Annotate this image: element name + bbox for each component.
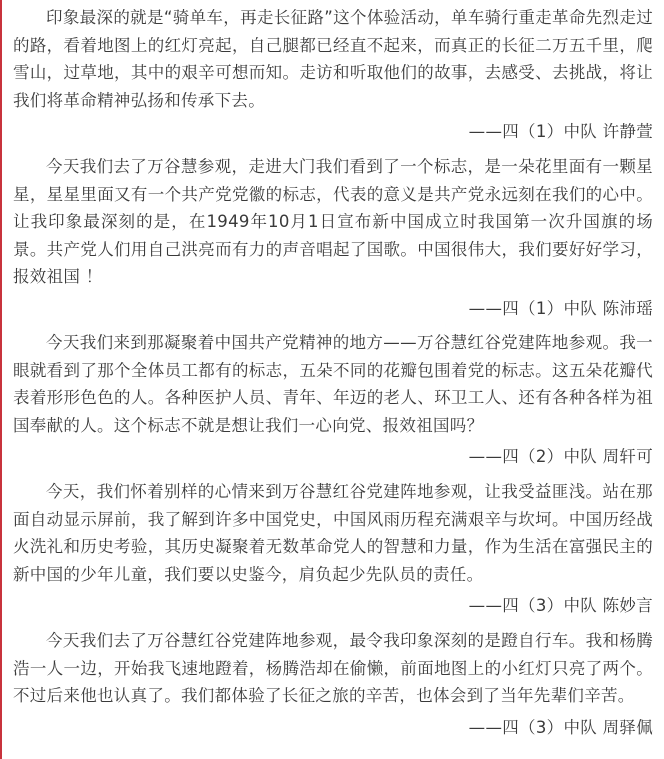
entry-signature: ——四（1）中队 许静萱 [468, 122, 653, 141]
reflection-entry-2 [13, 153, 653, 322]
entry-text: 今天我们去了万谷慧红谷党建阵地参观，最令我印象深刻的是蹬自行车。我和杨腾浩一人一边，开始我飞速地蹬着，杨腾浩却在偷懒，前面地图上的小红灯只亮了两个。不过后来他也认真了。我们都体验了长征之旅的辛苦，也体会到了当年先辈们辛苦。 [13, 631, 653, 705]
entry-text: 今天，我们怀着别样的心情来到万谷慧红谷党建阵地参观，让我受益匪浅。站在那面自动显示屏前，我了解到许多中国党史，中国风雨历程充满艰辛与坎坷。中国历经战火洗礼和历史考验，其历史凝聚着无数革命党人的智慧和力量，作为生活在富强民主的新中国的少年儿童，我们要以史鉴今，肩负起少先队员的责任。 [13, 482, 653, 584]
reflection-entry-1 [13, 4, 653, 146]
reflection-entry-3 [13, 329, 653, 471]
entry-signature: ——四（2）中队 周轩可 [468, 447, 653, 466]
entry-signature: ——四（3）中队 陈妙言 [468, 596, 653, 615]
entry-text: 今天我们去了万谷慧参观，走进大门我们看到了一个标志，是一朵花里面有一颗星星，星星里面又有一个共产党党徽的标志，代表的意义是共产党永远刻在我们的心中。让我印象最深刻的是，在1949年10月1日宣布新中国成立时我国第一次升国旗的场景。共产党人们用自己洪亮而有力的声音唱起了国歌。中国很伟大，我们要好好学习，报效祖国 ！ [13, 157, 653, 286]
entry-text: 印象最深的就是“骑单车，再走长征路”这个体验活动，单车骑行重走革命先烈走过的路，看着地图上的红灯亮起，自己腿都已经直不起来，而真正的长征二万五千里，爬雪山，过草地，其中的艰辛可想而知。走访和听取他们的故事，去感受、去挑战，将让我们将革命精神弘扬和传承下去。 [13, 8, 653, 110]
entry-signature: ——四（3）中队 周驿佩 [468, 717, 653, 737]
left-accent-rule [0, 0, 2, 759]
reflection-entry-4 [13, 478, 653, 620]
entry-signature: ——四（1）中队 陈沛瑶 [468, 298, 653, 318]
entry-text: 今天我们来到那凝聚着中国共产党精神的地方——万谷慧红谷党建阵地参观。我一眼就看到了那个全体员工都有的标志，五朵不同的花瓣包围着党的标志。这五朵花瓣代表着形形色色的人。各种医护人员、青年、年迈的老人、环卫工人、还有各种各样为祖国奉献的人。这个标志不就是想让我们一心向党、报效祖国吗？ [13, 333, 653, 435]
reflection-entry-5 [13, 627, 653, 741]
